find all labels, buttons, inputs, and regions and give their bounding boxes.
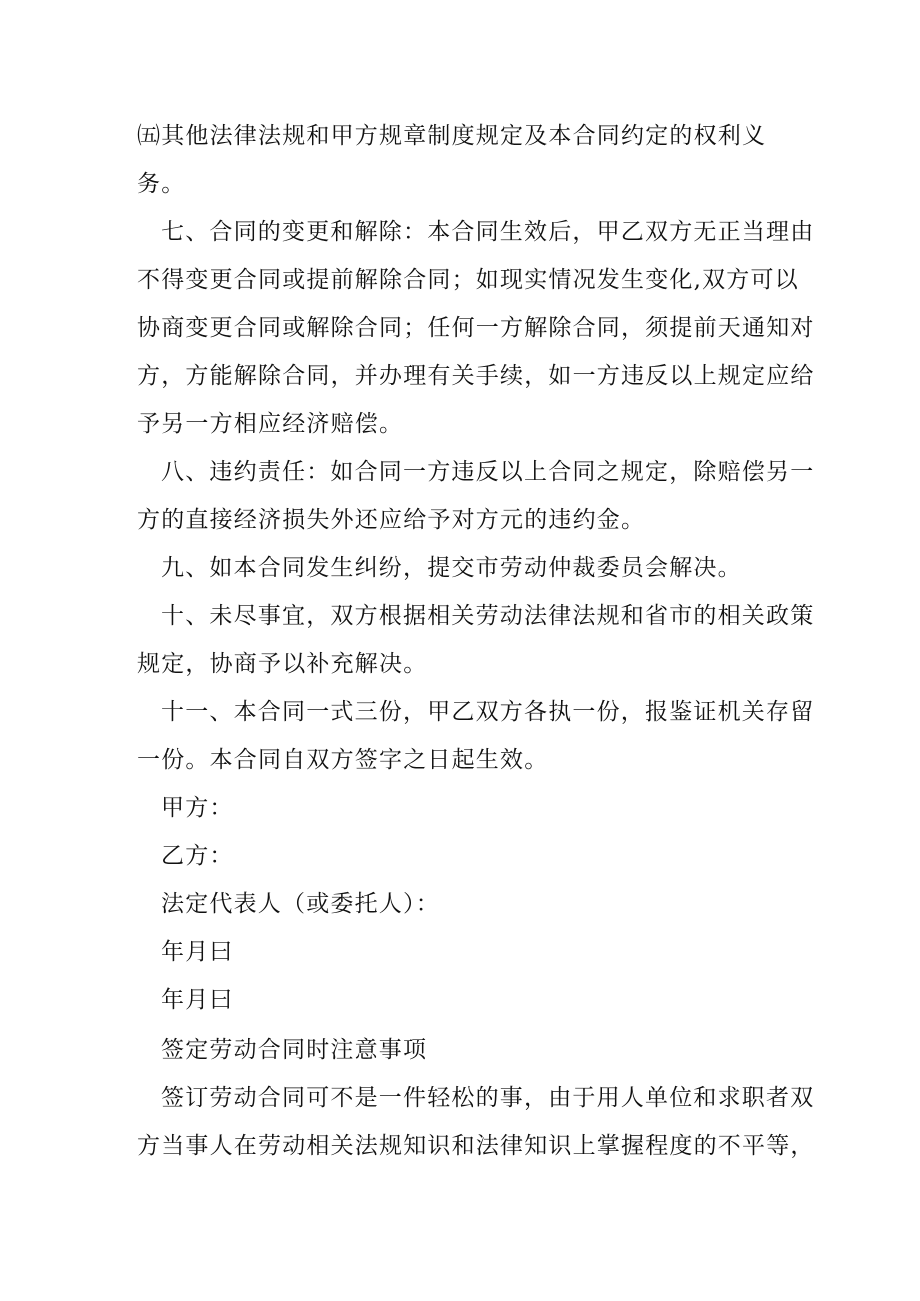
party-b-label — [137, 832, 787, 880]
text-line: 十一、本合同一式三份，甲乙双方各执一份，报鉴证机关存留 — [161, 699, 815, 725]
text-line: 不得变更合同或提前解除合同；如现实情况发生变化,双方可以 — [137, 267, 799, 293]
text-line: 方，方能解除合同，并办理有关手续，如一方违反以上规定应给 — [137, 363, 815, 389]
text-line: 务。 — [137, 171, 186, 197]
text-line: 法定代表人（或委托人）： — [161, 891, 440, 917]
text-line: 方当事人在劳动相关法规知识和法律知识上掌握程度的不平等， — [137, 1133, 815, 1159]
date-line-2 — [137, 976, 787, 1024]
paragraph-clause-9 — [137, 544, 787, 592]
paragraph-clause-7 — [137, 208, 815, 448]
party-a-label — [137, 784, 787, 832]
paragraph-clause-8 — [137, 448, 815, 544]
text-line: 签订劳动合同可不是一件轻松的事，由于用人单位和求职者双 — [161, 1085, 815, 1111]
text-line: 签定劳动合同时注意事项 — [161, 1037, 428, 1063]
paragraph-clause-10 — [137, 592, 815, 688]
text-line: ㈤其他法律法规和甲方规章制度规定及本合同约定的权利义 — [137, 123, 767, 149]
date-line-1 — [137, 928, 787, 976]
text-line: 九、如本合同发生纠纷，提交市劳动仲裁委员会解决。 — [161, 555, 742, 581]
section-title — [137, 1026, 787, 1074]
text-line: 一份。本合同自双方签字之日起生效。 — [137, 747, 549, 773]
text-line: 年月曰 — [161, 987, 234, 1013]
text-line: 七、合同的变更和解除：本合同生效后，甲乙双方无正当理由 — [161, 219, 815, 245]
text-line: 十、未尽事宜，双方根据相关劳动法律法规和省市的相关政策 — [161, 603, 815, 629]
text-line: 方的直接经济损失外还应给予对方元的违约金。 — [137, 507, 646, 533]
text-line: 甲方： — [161, 795, 234, 821]
paragraph-clause-11 — [137, 688, 815, 784]
legal-representative-label — [137, 880, 787, 928]
text-line: 八、违约责任：如合同一方违反以上合同之规定，除赔偿另一 — [161, 459, 815, 485]
text-line: 年月曰 — [161, 939, 234, 965]
text-line: 协商变更合同或解除合同；任何一方解除合同，须提前天通知对 — [137, 315, 815, 341]
text-line: 规定，协商予以补充解决。 — [137, 651, 428, 677]
paragraph-intro — [137, 1074, 815, 1170]
text-line: 予另一方相应经济赔偿。 — [137, 411, 404, 437]
text-line: 乙方： — [161, 843, 234, 869]
paragraph-rights-5 — [137, 112, 787, 208]
